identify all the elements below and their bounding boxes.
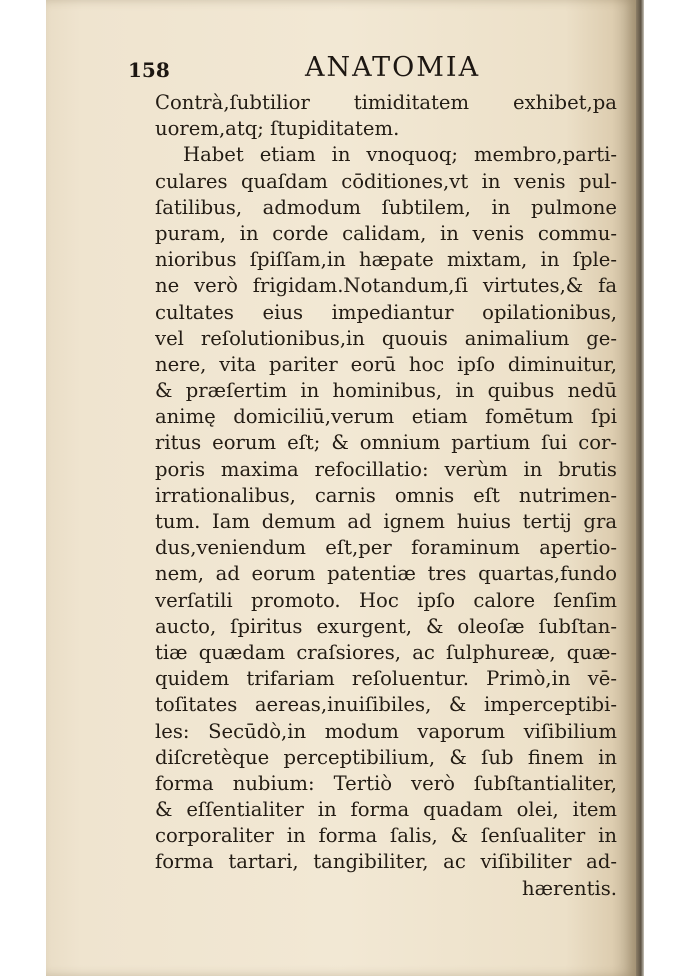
text-line: diſcretèque perceptibilium, & ſub finem in <box>155 745 617 769</box>
text-line: animę domiciliū,verum etiam fomētum ſpi <box>155 405 617 429</box>
text-line: les: Secūdò,in modum vaporum viſibilium <box>155 719 617 743</box>
page-header <box>114 52 604 86</box>
text-line: quidem trifariam reſoluentur. Primò,in vē- <box>155 667 617 691</box>
text-line: nem, ad eorum patentiæ tres quartas,fundo <box>155 562 617 586</box>
text-line: cultates eius impediantur opilationibus, <box>155 300 617 324</box>
text-line: & præſertim in hominibus, in quibus nedū <box>155 379 617 403</box>
running-head: ANATOMIA <box>305 52 481 83</box>
text-line: poris maxima refocillatio: verùm in brutis <box>155 457 617 481</box>
text-line: tiæ quædam craſsiores, ac ſulphureæ, quæ- <box>155 640 617 664</box>
text-line: puram, in corde calidam, in venis commu- <box>155 221 617 245</box>
text-line: dus,veniendum eſt,per foraminum apertio- <box>155 536 617 560</box>
text-line: tum. Iam demum ad ignem huius tertij gra <box>155 510 617 533</box>
text-line: ſatilibus, admodum ſubtilem, in pulmone <box>155 195 617 219</box>
text-line: irrationalibus, carnis omnis eſt nutrimen- <box>155 483 617 507</box>
text-line: & eſſentialiter in forma quadam olei, item <box>155 798 617 822</box>
text-line: nioribus ſpiſſam,in hæpate mixtam, in ſple- <box>155 248 617 272</box>
text-line: uorem,atq; ſtupiditatem. <box>155 117 400 141</box>
text-line: culares quaſdam cōditiones,vt in venis pul- <box>155 169 617 193</box>
text-line: corporaliter in forma ſalis, & ſenſualiter in <box>155 824 617 848</box>
text-line: verſatili promoto. Hoc ipſo calore ſenſim <box>155 588 617 612</box>
text-line: Habet etiam in vnoquoq; membro,parti- <box>183 143 617 167</box>
page-number: 158 <box>128 58 170 82</box>
text-line: nere, vita pariter eorū hoc ipſo diminuitur, <box>155 352 617 376</box>
text-line: hærentis. <box>521 876 617 900</box>
text-line: ritus eorum eſt; & omnium partium ſui cor- <box>155 431 617 455</box>
text-line: forma tartari, tangibiliter, ac viſibiliter ad- <box>155 850 617 874</box>
text-line: forma nubium: Tertiò verò ſubſtantialiter, <box>155 771 617 795</box>
body-text <box>155 90 617 902</box>
text-line: Contrà,ſubtilior timiditatem exhibet,pa <box>155 91 617 114</box>
text-line: ne verò frigidam.Notandum,ſi virtutes,& fa <box>155 274 617 298</box>
text-line: vel reſolutionibus,in quouis animalium ge- <box>155 326 617 350</box>
text-line: aucto, ſpiritus exurgent, & oleoſæ ſubſtan- <box>155 614 617 638</box>
text-line: toſitates aereas,inuiſibiles, & imperceptibi- <box>155 693 617 717</box>
